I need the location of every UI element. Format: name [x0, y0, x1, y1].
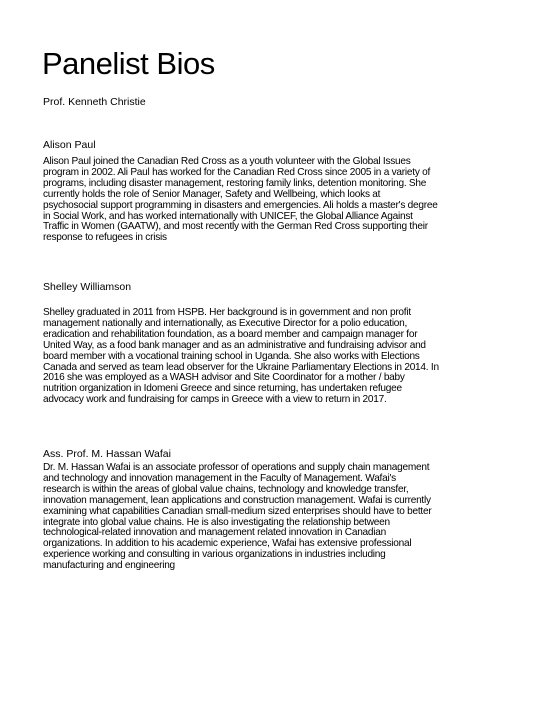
bio-line: research is within the areas of global value chains, technology and knowledge transfer,	[43, 483, 409, 495]
panelist-name-williamson: Shelley Williamson	[43, 281, 132, 293]
bio-line: technological-related innovation and management related innovation in Canadian	[43, 527, 387, 539]
panelist-name-paul: Alison Paul	[43, 139, 96, 151]
bio-line: Canada and served as team lead observer for the Ukraine Parliamentary Elections in 2014. In	[43, 361, 439, 373]
bio-line: examining what capabilities Canadian small-medium sized enterprises should have to better	[43, 505, 432, 517]
panelist-bio-wafai	[43, 463, 501, 572]
bio-line: programs, including disaster management, restoring family links, detention monitoring. She	[43, 177, 427, 189]
bio-line: Shelley graduated in 2011 from HSPB. Her background is in government and non profit	[43, 307, 411, 318]
bio-line: and technology and innovation management in the Faculty of Management. Wafai's	[43, 472, 396, 484]
bio-line: integrate into global value chains. He is also investigating the relationship between	[43, 516, 390, 528]
bio-line: response to refugees in crisis	[43, 232, 167, 244]
bio-line: management nationally and internationally, as Executive Director for a polio education,	[43, 317, 408, 329]
bio-line: board member with a vocational training school in Uganda. She also works with Elections	[43, 350, 420, 362]
bio-line: innovation management, lean applications and construction management. Wafai is currently	[43, 494, 431, 506]
bio-line: psychosocial support programming in disasters and emergencies. Ali holds a master's degree	[43, 199, 438, 211]
panelist-name-wafai: Ass. Prof. M. Hassan Wafai	[43, 448, 171, 460]
bio-line: experience working and consulting in various organizations in industries including	[43, 549, 386, 561]
bio-line: manufacturing and engineering	[43, 560, 175, 572]
panelist-bio-paul	[43, 157, 501, 244]
bio-line: organizations. In addition to his academic experience, Wafai has extensive professional	[43, 538, 412, 550]
bio-line: eradication and rehabilitation foundation, as a board member and campaign manager for	[43, 328, 418, 340]
page-title: Panelist Bios	[42, 46, 215, 81]
bio-line: United Way, as a food bank manager and as an administrative and fundraising advisor and	[43, 339, 426, 351]
bio-line: in Social Work, and has worked internationally with UNICEF, the Global Alliance Against	[43, 210, 413, 222]
panelist-name-christie: Prof. Kenneth Christie	[43, 96, 146, 108]
bio-line: Dr. M. Hassan Wafai is an associate professor of operations and supply chain management	[43, 462, 430, 473]
bio-line: advocacy work and fundraising for camps in Greece with a view to return in 2017.	[43, 394, 387, 406]
bio-line: program in 2002. Ali Paul has worked for the Canadian Red Cross since 2005 in a variety of	[43, 166, 431, 178]
panelist-bio-williamson	[43, 308, 501, 406]
bio-line: Traffic in Women (GAATW), and most recently with the German Red Cross supporting their	[43, 221, 428, 233]
bio-line: 2016 she was employed as a WASH advisor and Site Coordinator for a mother / baby	[43, 372, 405, 384]
bio-line: Alison Paul joined the Canadian Red Cross as a youth volunteer with the Global Issues	[43, 156, 411, 167]
bio-line: nutrition organization in Idomeni Greece and since returning, has undertaken refugee	[43, 383, 402, 395]
bio-line: currently holds the role of Senior Manager, Safety and Wellbeing, which looks at	[43, 188, 381, 200]
